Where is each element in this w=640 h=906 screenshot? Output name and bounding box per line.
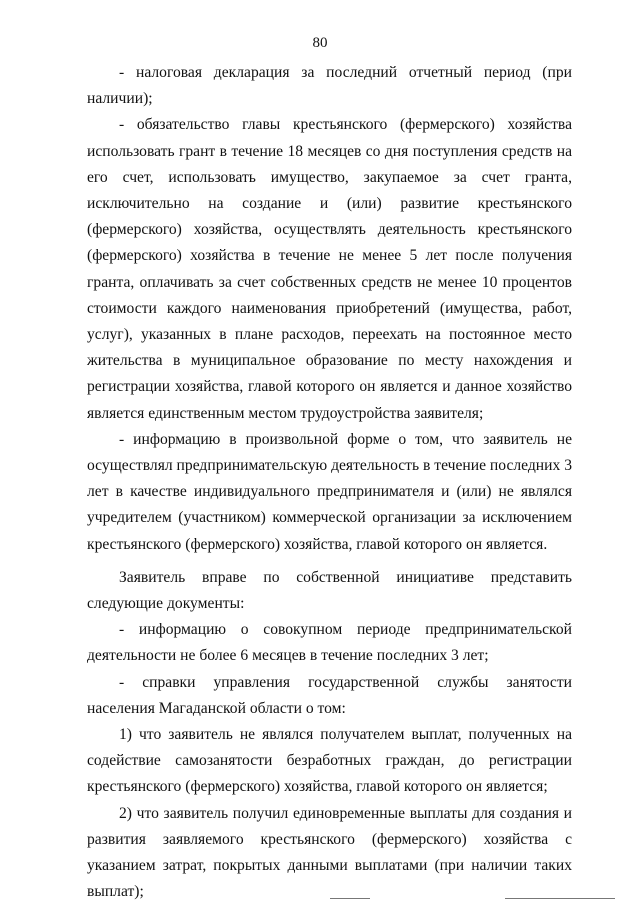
paragraph-certificate-item-1: 1) что заявитель не являлся получателем выплат, полученных на содействие самозанятости безработных граждан, до регистрации крестьянского (фермерского) хозяйства, главой которого он является; <box>87 726 572 796</box>
footer-mark-right <box>505 898 615 899</box>
paragraph-business-activity-info: - информацию в произвольной форме о том, что заявитель не осуществлял предпринимательскую деятельность в течение последних 3 лет в качестве индивидуального предпринимателя и (или) не являлся учредителем (участником) коммерческой организации за исключением крестьянского (фермерского) хозяйства, главой которого он является. <box>87 430 572 553</box>
paragraph-entrepreneurship-period-info: - информацию о совокупном периоде предпринимательской деятельности не более 6 месяцев в течение последних 3 лет; <box>87 621 572 665</box>
document-body <box>87 60 572 906</box>
paragraph-optional-documents-intro: Заявитель вправе по собственной инициативе представить следующие документы: <box>87 568 572 613</box>
paragraph-employment-service-certificates: - справки управления государственной службы занятости населения Магаданской области о том: <box>87 673 572 717</box>
paragraph-tax-declaration: - налоговая декларация за последний отчетный период (при наличии); <box>87 64 572 108</box>
paragraph-certificate-item-2: 2) что заявитель получил единовременные выплаты для создания и развития заявляемого крестьянского (фермерского) хозяйства с указанием затрат, покрытых данными выплатами (при наличии таких выплат); <box>87 804 572 901</box>
page-number: 80 <box>312 35 328 51</box>
footer-mark-left <box>330 898 370 899</box>
paragraph-farm-head-obligation: - обязательство главы крестьянского (фермерского) хозяйства использовать грант в течение 18 месяцев со дня поступления средств на его счет, использовать имущество, закупаемое за счет гранта, исключительно на создание и (или) развитие крестьянского (фермерского) хозяйства, осуществлять деятельность крестьянского (фермерского) хозяйства в течение не менее 5 лет после получения гранта, оплачивать за счет собственных средств не менее 10 процентов стоимости каждого наименования приобретений (имущества, работ, услуг), указанных в плане расходов, переехать на постоянное место жительства в муниципальное образование по месту нахождения и регистрации хозяйства, главой которого он является и данное хозяйство является единственным местом трудоустройства заявителя; <box>87 116 572 422</box>
